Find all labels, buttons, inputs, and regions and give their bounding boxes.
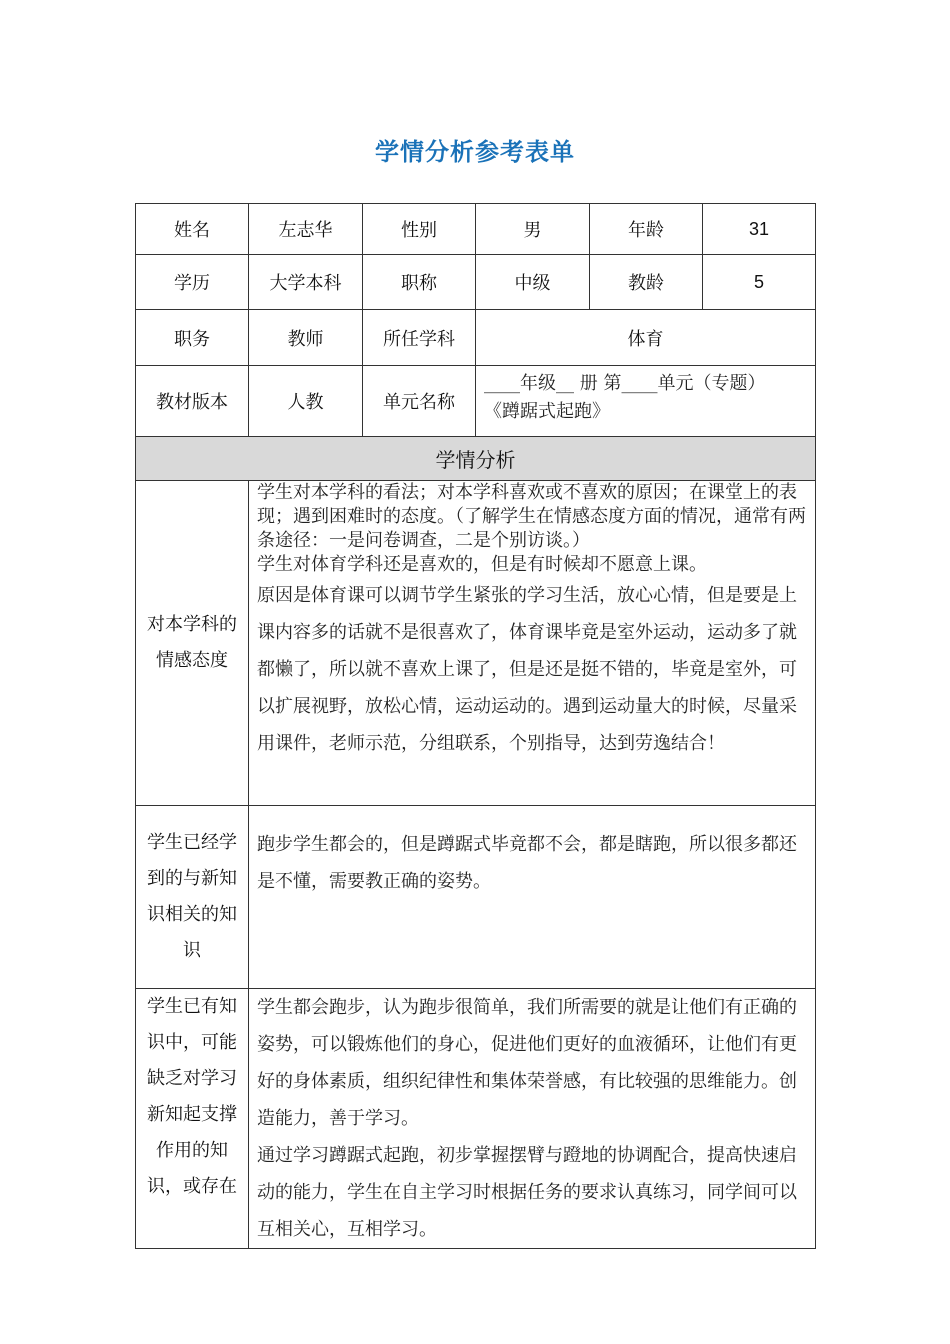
name-value: 左志华 — [249, 204, 363, 255]
age-value: 31 — [703, 204, 816, 255]
info-row-1 — [136, 204, 816, 255]
textbook-value: 人教 — [249, 366, 363, 437]
attitude-paragraph: 原因是体育课可以调节学生紧张的学习生活，放心心情，但是要是上课内容多的话就不是很喜欢了，体育课毕竟是室外运动，运动多了就都懒了，所以就不喜欢上课了，但是还是挺不错的，毕竟是室外，可以扩展视野，放松心情，运动运动的。遇到运动量大的时候，尽量采用课件，老师示范，分组联系，个别指导，达到劳逸结合！ — [257, 585, 797, 754]
prior-knowledge-label: 学生已经学到的与新知识相关的知识 — [136, 806, 249, 989]
teaching-years-value: 5 — [703, 255, 816, 310]
unit-label: 单元名称 — [363, 366, 476, 437]
position-value: 教师 — [249, 310, 363, 366]
attitude-label: 对本学科的情感态度 — [136, 481, 249, 806]
info-row-2 — [136, 255, 816, 310]
attitude-paragraph: 学生对体育学科还是喜欢的，但是有时候却不愿意上课。 — [257, 554, 707, 575]
missing-knowledge-paragraph: 通过学习蹲踞式起跑，初步掌握摆臂与蹬地的协调配合，提高快速启动的能力，学生在自主学习时根据任务的要求认真练习，同学间可以互相关心，互相学习。 — [257, 1145, 797, 1240]
gender-value: 男 — [476, 204, 590, 255]
professional-title-value: 中级 — [476, 255, 590, 310]
analysis-row-prior-knowledge — [136, 806, 816, 989]
position-label: 职务 — [136, 310, 249, 366]
section-header: 学情分析 — [136, 437, 816, 481]
attitude-paragraph: 学生对本学科的看法；对本学科喜欢或不喜欢的原因；在课堂上的表现；遇到困难时的态度。（了解学生在情感态度方面的情况，通常有两条途径：一是问卷调查，二是个别访谈。） — [257, 482, 806, 551]
education-label: 学历 — [136, 255, 249, 310]
page-title: 学情分析参考表单 — [375, 138, 575, 166]
education-value: 大学本科 — [249, 255, 363, 310]
name-label: 姓名 — [136, 204, 249, 255]
subject-label: 所任学科 — [363, 310, 476, 366]
info-row-3 — [136, 310, 816, 366]
prior-knowledge-paragraph: 跑步学生都会的，但是蹲踞式毕竟都不会，都是瞎跑，所以很多都还是不懂，需要教正确的姿势。 — [257, 834, 797, 892]
gender-label: 性别 — [363, 204, 476, 255]
analysis-row-missing-knowledge — [136, 989, 816, 1249]
attitude-content — [249, 481, 816, 806]
age-label: 年龄 — [590, 204, 703, 255]
teaching-years-label: 教龄 — [590, 255, 703, 310]
missing-knowledge-label: 学生已有知识中，可能缺乏对学习新知起支撑作用的知识，或存在 — [136, 989, 249, 1249]
professional-title-label: 职称 — [363, 255, 476, 310]
missing-knowledge-content — [249, 989, 816, 1249]
unit-line-1: ____年级__ 册 第____单元（专题） — [484, 373, 766, 394]
unit-line-2: 《蹲踞式起跑》 — [484, 401, 610, 422]
prior-knowledge-content — [249, 806, 816, 989]
section-header-row — [136, 437, 816, 481]
subject-value: 体育 — [476, 310, 816, 366]
textbook-label: 教材版本 — [136, 366, 249, 437]
missing-knowledge-paragraph: 学生都会跑步，认为跑步很简单，我们所需要的就是让他们有正确的姿势，可以锻炼他们的身心，促进他们更好的血液循环，让他们有更好的身体素质，组织纪律性和集体荣誉感，有比较强的思维能力。创造能力，善于学习。 — [257, 997, 797, 1129]
student-analysis-form — [135, 203, 816, 1249]
info-row-4 — [136, 366, 816, 437]
unit-value — [476, 366, 816, 437]
analysis-row-attitude — [136, 481, 816, 806]
